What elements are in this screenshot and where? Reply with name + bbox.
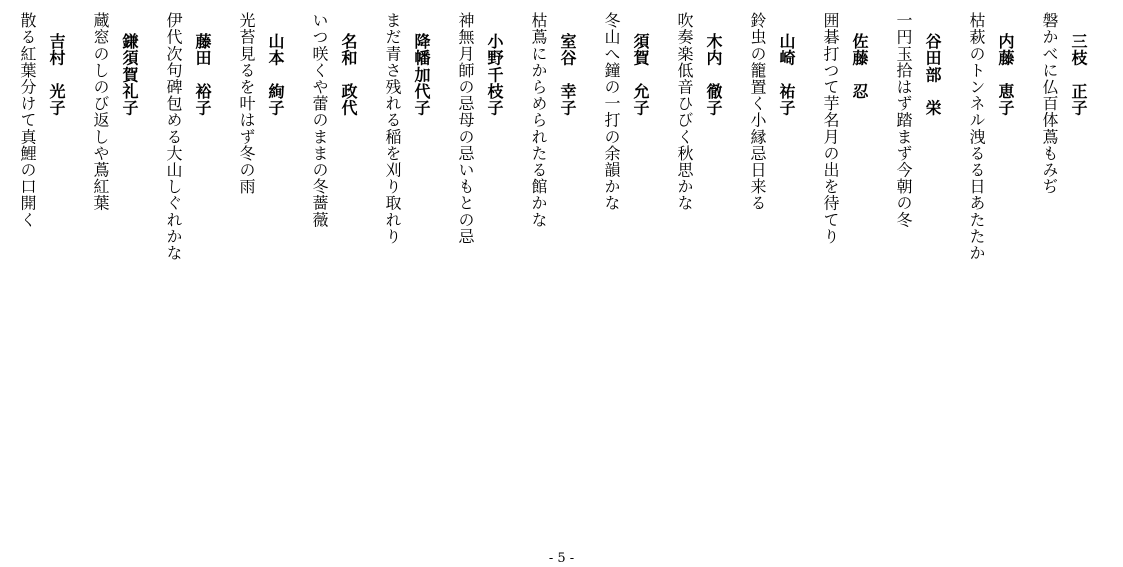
- haiku-verse: 光苔見るを叶はず冬の雨: [237, 12, 256, 195]
- haiku-entry: [810, 12, 868, 244]
- haiku-verse: 磐かべに仏百体蔦もみぢ: [1040, 12, 1059, 195]
- haiku-entry: [226, 12, 284, 195]
- author-name: 木内 徹子: [704, 33, 723, 116]
- haiku-verse: 神無月師の忌母の忌いもとの忌: [456, 12, 475, 245]
- page-number: - 5 -: [548, 551, 575, 566]
- haiku-entry: [7, 12, 65, 228]
- haiku-entry: [664, 12, 722, 211]
- haiku-entry: [299, 12, 357, 228]
- haiku-verse: 蔵窓のしのび返しや蔦紅葉: [91, 12, 110, 212]
- haiku-list: [0, 12, 1087, 522]
- author-name: 小野千枝子: [485, 33, 504, 116]
- haiku-entry: [80, 12, 138, 211]
- haiku-verse: 鈴虫の籠置く小縁忌日来る: [748, 12, 767, 212]
- haiku-verse: 散る紅葉分けて真鯉の口開く: [18, 12, 37, 228]
- haiku-entry: [591, 12, 649, 211]
- haiku-verse: 冬山へ鐘の一打の余韻かな: [602, 12, 621, 212]
- author-name: 鎌須賀礼子: [120, 33, 139, 116]
- haiku-verse: 枯蔦にからめられたる館かな: [529, 12, 548, 228]
- author-name: 谷田部 栄: [923, 33, 942, 116]
- author-name: 山崎 祐子: [777, 33, 796, 116]
- haiku-verse: 枯萩のトンネル洩るる日あたたか: [967, 12, 986, 261]
- haiku-verse: まだ青さ残れる稲を刈り取れり: [383, 12, 402, 245]
- haiku-entry: [737, 12, 795, 211]
- haiku-entry: [153, 12, 211, 261]
- haiku-entry: [1029, 12, 1087, 195]
- haiku-entry: [372, 12, 430, 244]
- author-name: 室谷 幸子: [558, 33, 577, 116]
- author-name: 降幡加代子: [412, 33, 431, 116]
- author-name: 三枝 正子: [1069, 33, 1088, 116]
- haiku-verse: いつ咲くや蕾のままの冬薔薇: [310, 12, 329, 228]
- haiku-verse: 伊代次句碑包める大山しぐれかな: [164, 12, 183, 261]
- haiku-verse: 囲碁打つて芋名月の出を待てり: [821, 12, 840, 245]
- haiku-verse: 吹奏楽低音ひびく秋思かな: [675, 12, 694, 212]
- author-name: 佐藤 忍: [850, 33, 869, 100]
- haiku-entry: [883, 12, 941, 228]
- author-name: 山本 絢子: [266, 33, 285, 116]
- author-name: 名和 政代: [339, 33, 358, 116]
- haiku-entry: [518, 12, 576, 228]
- author-name: 須賀 允子: [631, 33, 650, 116]
- author-name: 吉村 光子: [47, 33, 66, 116]
- haiku-entry: [445, 12, 503, 244]
- haiku-entry: [956, 12, 1014, 261]
- haiku-verse: 一円玉拾はず踏まず今朝の冬: [894, 12, 913, 228]
- author-name: 内藤 恵子: [996, 33, 1015, 116]
- author-name: 藤田 裕子: [193, 33, 212, 116]
